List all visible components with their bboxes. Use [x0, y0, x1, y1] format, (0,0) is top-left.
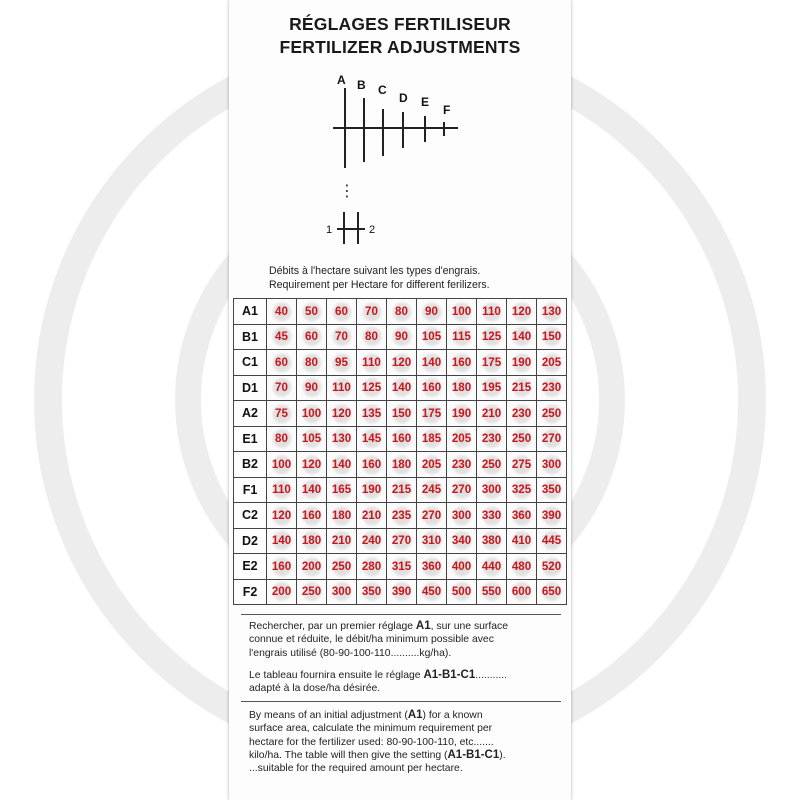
- table-row: [234, 299, 567, 325]
- table-cell: 110: [477, 299, 507, 325]
- table-cell: 75: [267, 401, 297, 427]
- table-cell: 360: [417, 554, 447, 580]
- table-cell: 90: [417, 299, 447, 325]
- table-cell: 250: [477, 452, 507, 478]
- lever-position-diagram: [229, 62, 571, 252]
- row-label: F1: [234, 477, 267, 503]
- diagram-ellipsis: ⋮: [339, 181, 355, 200]
- row-label: D1: [234, 375, 267, 401]
- table-cell: 80: [267, 426, 297, 452]
- row-label: A1: [234, 299, 267, 325]
- table-cell: 325: [507, 477, 537, 503]
- table-cell: 60: [297, 324, 327, 350]
- table-cell: 115: [447, 324, 477, 350]
- title-french: RÉGLAGES FERTILISEUR: [289, 14, 511, 34]
- table-cell: 120: [267, 503, 297, 529]
- table-cell: 140: [417, 350, 447, 376]
- table-cell: 210: [327, 528, 357, 554]
- table-cell: 270: [537, 426, 567, 452]
- table-cell: 190: [507, 350, 537, 376]
- table-cell: 140: [267, 528, 297, 554]
- row-label: C1: [234, 350, 267, 376]
- table-cell: 50: [297, 299, 327, 325]
- table-row: [234, 503, 567, 529]
- table-cell: 250: [327, 554, 357, 580]
- diagram-letter-a: A: [337, 73, 346, 87]
- table-cell: 300: [537, 452, 567, 478]
- title-english: FERTILIZER ADJUSTMENTS: [279, 37, 521, 57]
- french-instructions-setting: Le tableau fournira ensuite le réglage A1-B1-C1........... adapté à la dose/ha désirée.: [249, 669, 507, 695]
- table-cell: 270: [447, 477, 477, 503]
- table-cell: 410: [507, 528, 537, 554]
- table-cell: 200: [297, 554, 327, 580]
- table-cell: 275: [507, 452, 537, 478]
- table-cell: 110: [267, 477, 297, 503]
- table-row: [234, 528, 567, 554]
- table-cell: 100: [447, 299, 477, 325]
- diagram-letter-c: C: [378, 83, 387, 97]
- table-cell: 350: [537, 477, 567, 503]
- table-cell: 180: [297, 528, 327, 554]
- table-cell: 135: [357, 401, 387, 427]
- table-cell: 230: [507, 401, 537, 427]
- diagram-letter-d: D: [399, 91, 408, 105]
- table-cell: 160: [297, 503, 327, 529]
- table-cell: 230: [537, 375, 567, 401]
- table-cell: 130: [327, 426, 357, 452]
- table-row: [234, 554, 567, 580]
- table-cell: 80: [357, 324, 387, 350]
- table-cell: 445: [537, 528, 567, 554]
- table-cell: 190: [357, 477, 387, 503]
- table-cell: 215: [387, 477, 417, 503]
- french-instructions: Rechercher, par un premier réglage A1, sur une surface connue et réduite, le débit/ha minimum possible avec l'engrais utilisé (80-90-100-110..........kg/ha).: [249, 620, 509, 659]
- table-cell: 550: [477, 579, 507, 605]
- table-cell: 210: [477, 401, 507, 427]
- diagram-position-1: 1: [326, 224, 333, 236]
- table-cell: 235: [387, 503, 417, 529]
- row-label: E1: [234, 426, 267, 452]
- english-instructions: By means of an initial adjustment (A1) for a known surface area, calculate the minimum requirement per hectare for the fertilizer used: 80-90-100-110, etc....... kilo/ha. The table will then give the setting (A1-B1-C1). ...suitable for the required amount per hectare.: [249, 709, 506, 775]
- table-cell: 205: [417, 452, 447, 478]
- table-cell: 205: [537, 350, 567, 376]
- table-cell: 190: [447, 401, 477, 427]
- table-cell: 280: [357, 554, 387, 580]
- table-cell: 300: [327, 579, 357, 605]
- adjustment-card: [229, 0, 571, 800]
- table-cell: 230: [447, 452, 477, 478]
- diagram-letter-f: F: [443, 103, 451, 117]
- table-cell: 100: [267, 452, 297, 478]
- table-cell: 380: [477, 528, 507, 554]
- table-cell: 240: [357, 528, 387, 554]
- table-cell: 310: [417, 528, 447, 554]
- table-row: [234, 350, 567, 376]
- table-cell: 120: [297, 452, 327, 478]
- table-cell: 140: [387, 375, 417, 401]
- table-cell: 650: [537, 579, 567, 605]
- table-cell: 360: [507, 503, 537, 529]
- table-cell: 80: [297, 350, 327, 376]
- table-row: [234, 477, 567, 503]
- table-cell: 440: [477, 554, 507, 580]
- table-cell: 270: [417, 503, 447, 529]
- table-row: [234, 401, 567, 427]
- diagram-letter-e: E: [421, 95, 430, 109]
- table-cell: 120: [507, 299, 537, 325]
- table-cell: 300: [447, 503, 477, 529]
- table-row: [234, 452, 567, 478]
- table-cell: 160: [447, 350, 477, 376]
- table-cell: 120: [387, 350, 417, 376]
- table-cell: 180: [387, 452, 417, 478]
- table-cell: 150: [537, 324, 567, 350]
- table-cell: 250: [507, 426, 537, 452]
- intro-english: Requirement per Hectare for different ferilizers.: [269, 279, 490, 291]
- table-cell: 60: [327, 299, 357, 325]
- table-cell: 100: [297, 401, 327, 427]
- row-label: B2: [234, 452, 267, 478]
- table-cell: 520: [537, 554, 567, 580]
- table-cell: 90: [297, 375, 327, 401]
- table-cell: 70: [327, 324, 357, 350]
- intro-text: [269, 264, 490, 292]
- table-cell: 125: [357, 375, 387, 401]
- table-cell: 400: [447, 554, 477, 580]
- table-cell: 110: [327, 375, 357, 401]
- table-row: [234, 579, 567, 605]
- table-cell: 390: [537, 503, 567, 529]
- divider: [241, 614, 561, 615]
- row-label: C2: [234, 503, 267, 529]
- table-cell: 180: [327, 503, 357, 529]
- table-cell: 340: [447, 528, 477, 554]
- table-cell: 80: [387, 299, 417, 325]
- row-label: E2: [234, 554, 267, 580]
- table-cell: 350: [357, 579, 387, 605]
- table-cell: 600: [507, 579, 537, 605]
- table-cell: 315: [387, 554, 417, 580]
- diagram-position-2: 2: [369, 224, 376, 236]
- table-cell: 110: [357, 350, 387, 376]
- table-row: [234, 375, 567, 401]
- table-cell: 160: [357, 452, 387, 478]
- table-cell: 45: [267, 324, 297, 350]
- table-cell: 245: [417, 477, 447, 503]
- table-cell: 105: [297, 426, 327, 452]
- table-cell: 130: [537, 299, 567, 325]
- table-cell: 40: [267, 299, 297, 325]
- table-cell: 140: [327, 452, 357, 478]
- table-cell: 200: [267, 579, 297, 605]
- table-cell: 300: [477, 477, 507, 503]
- table-cell: 210: [357, 503, 387, 529]
- diagram-letter-b: B: [357, 78, 366, 92]
- table-cell: 160: [267, 554, 297, 580]
- table-cell: 70: [267, 375, 297, 401]
- table-cell: 250: [537, 401, 567, 427]
- table-cell: 165: [327, 477, 357, 503]
- table-cell: 390: [387, 579, 417, 605]
- table-cell: 500: [447, 579, 477, 605]
- table-cell: 185: [417, 426, 447, 452]
- table-cell: 195: [477, 375, 507, 401]
- table-row: [234, 426, 567, 452]
- table-cell: 160: [417, 375, 447, 401]
- table-cell: 140: [297, 477, 327, 503]
- row-label: A2: [234, 401, 267, 427]
- table-cell: 150: [387, 401, 417, 427]
- table-cell: 145: [357, 426, 387, 452]
- table-cell: 140: [507, 324, 537, 350]
- table-cell: 270: [387, 528, 417, 554]
- table-cell: 160: [387, 426, 417, 452]
- adjustment-table: [233, 298, 567, 605]
- table-cell: 175: [477, 350, 507, 376]
- row-label: B1: [234, 324, 267, 350]
- divider: [241, 701, 561, 702]
- table-cell: 175: [417, 401, 447, 427]
- row-label: D2: [234, 528, 267, 554]
- table-cell: 105: [417, 324, 447, 350]
- table-cell: 250: [297, 579, 327, 605]
- table-cell: 480: [507, 554, 537, 580]
- table-cell: 120: [327, 401, 357, 427]
- table-cell: 70: [357, 299, 387, 325]
- table-cell: 125: [477, 324, 507, 350]
- table-cell: 180: [447, 375, 477, 401]
- row-label: F2: [234, 579, 267, 605]
- table-cell: 60: [267, 350, 297, 376]
- table-cell: 95: [327, 350, 357, 376]
- table-cell: 90: [387, 324, 417, 350]
- table-row: [234, 324, 567, 350]
- table-cell: 215: [507, 375, 537, 401]
- table-cell: 230: [477, 426, 507, 452]
- table-cell: 205: [447, 426, 477, 452]
- intro-french: Débits à l'hectare suivant les types d'engrais.: [269, 265, 481, 277]
- table-cell: 330: [477, 503, 507, 529]
- table-cell: 450: [417, 579, 447, 605]
